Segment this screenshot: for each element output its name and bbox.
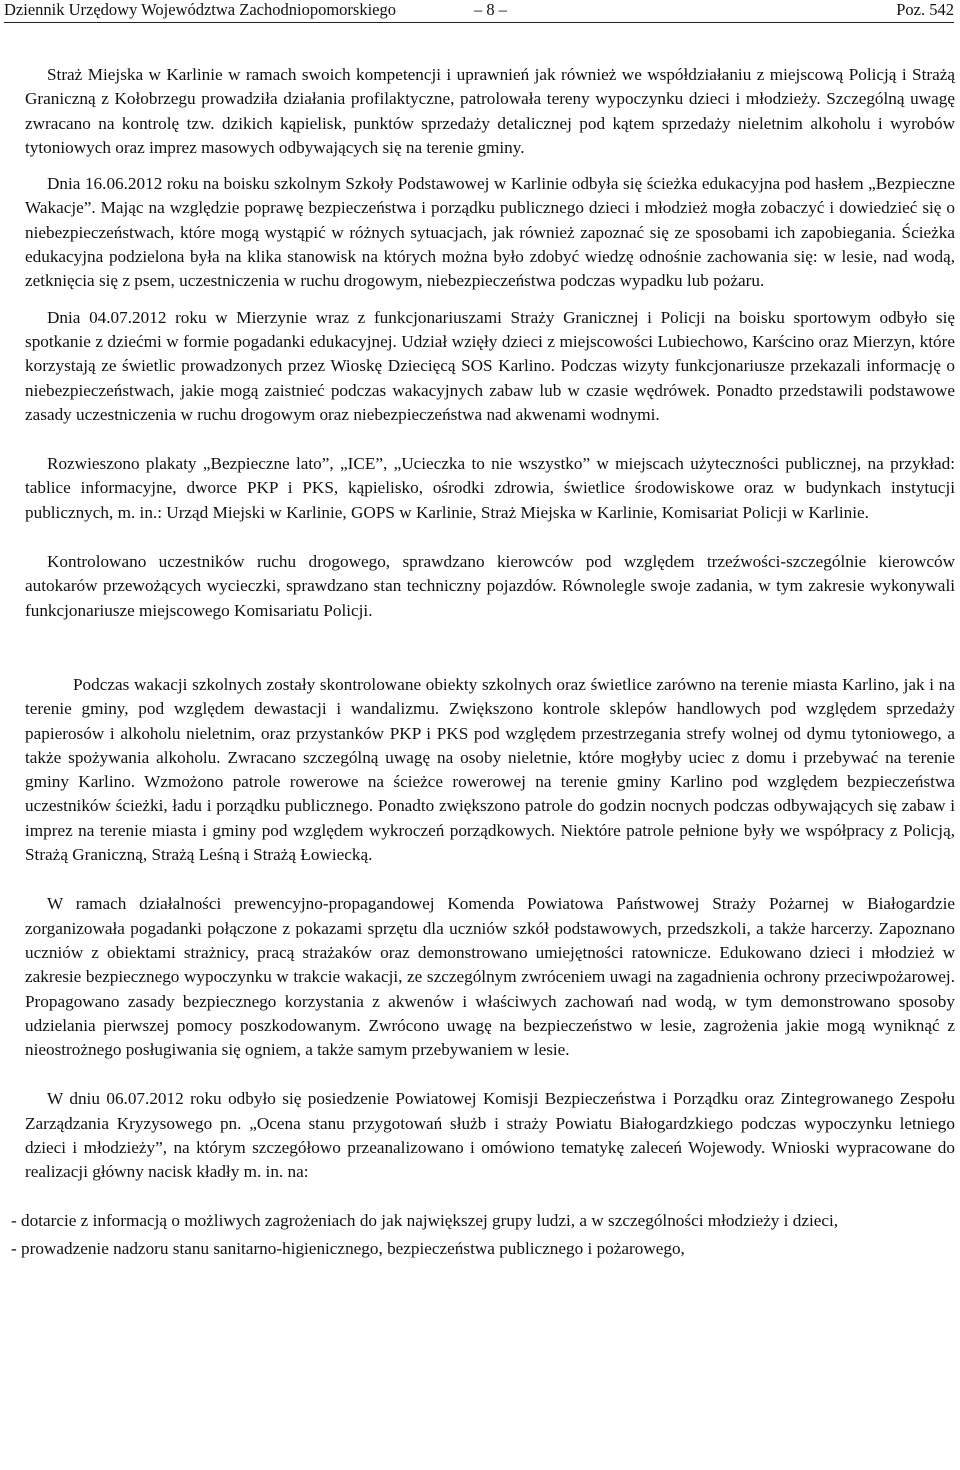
paragraph-plakaty: Rozwieszono plakaty „Bezpieczne lato”, „ICE”, „Ucieczka to nie wszystko” w miejscach użyteczności publicznej, na przykład: tablice informacyjne, dworce PKP i PKS, kąpielisko, ośrodki zdrowia, świetlice środowiskowe oraz w budynkach instytucji publicznych, m. in.: Urząd Miejski w Karlinie, GOPS w Karlinie, Straż Miejska w Karlinie, Komisariat Policji w Karlinie.	[25, 454, 955, 522]
paragraph-kontrole-drogowe: Kontrolowano uczestników ruchu drogowego, sprawdzano kierowców pod względem trzeźwości-szczególnie kierowców autokarów przewożących wycieczki, sprawdzano stan techniczny pojazdów. Równolegle swoje zadania, w tym zakresie wykonywali funkcjonariusze miejscowego Komisariatu Policji.	[25, 552, 955, 620]
document-body	[11, 63, 955, 1261]
paragraph-komisja: W dniu 06.07.2012 roku odbyło się posiedzenie Powiatowej Komisji Bezpieczeństwa i Porządku oraz Zintegrowanego Zespołu Zarządzania Kryzysowego pn. „Ocena stanu przygotowań służb i straży Powiatu Białogardzkiego podczas wypoczynku letniego dzieci i młodzieży”, na którym szczegółowo przeanalizowano i omówiono tematykę zaleceń Wojewody. Wnioski wypracowane do realizacji główny nacisk kładły m. in. na:	[25, 1089, 955, 1182]
paragraph-straz-miejska: Straż Miejska w Karlinie w ramach swoich kompetencji i uprawnień jak również we współdziałaniu z miejscową Policją i Strażą Graniczną z Kołobrzegu prowadziła działania profilaktyczne, patrolowała tereny wypoczynku dzieci i młodzieży. Szczególną uwagę zwracano na kontrolę tzw. dzikich kąpielisk, punktów sprzedaży detalicznej pod kątem sprzedaży nieletnim alkoholu i wyrobów tytoniowych oraz imprez masowych odbywających się na terenie gminy.	[25, 65, 955, 157]
paragraph-straz-pozarna: W ramach działalności prewencyjno-propagandowej Komenda Powiatowa Państwowej Straży Pożarnej w Białogardzie zorganizowała pogadanki połączone z pokazami sprzętu dla uczniów szkół podstawowych, przedszkoli, a także harcerzy. Zapoznano uczniów z obiektami strażnicy, pracą strażaków oraz demonstrowano umiejętności ratownicze. Edukowano dzieci i młodzież w zakresie bezpiecznego wypoczynku w trakcie wakacji, ze szczególnym zwróceniem uwagi na zagadnienia ochrony przeciwpożarowej. Propagowano zasady bezpiecznego korzystania z akwenów i właściwych zachowań nad wodą, w tym demonstrowano sposoby udzielania pierwszej pomocy poszkodowanym. Zwrócono uwagę na bezpieczeństwo w lesie, zagrożenia jakie mogą wyniknąć z nieostrożnego posługiwania się ogniem, a także samym przebywaniem w lesie.	[25, 894, 955, 1060]
conclusions-list	[11, 1209, 955, 1262]
journal-title: Dziennik Urzędowy Województwa Zachodniopomorskiego	[4, 0, 396, 19]
position-number: Poz. 542	[896, 0, 954, 19]
paragraph-16-06: Dnia 16.06.2012 roku na boisku szkolnym Szkoły Podstawowej w Karlinie odbyła się ścieżka edukacyjna pod hasłem „Bezpieczne Wakacje”. Mając na względzie poprawę bezpieczeństwa i porządku publicznego dzieci i młodzież mogła zobaczyć i dowiedzieć się o niebezpieczeństwach, które mogą wystąpić w różnych sytuacjach, jak również zapoznać się ze sposobami ich zapobiegania. Ścieżka edukacyjna podzielona była na klika stanowisk na których można było zdobyć wiedzę odnośnie zachowania się: w lesie, nad wodą, zetknięcia się z psem, uczestniczenia w ruchu drogowym, niebezpieczeństwa podczas wypadku lub pożaru.	[25, 174, 955, 291]
list-item: - prowadzenie nadzoru stanu sanitarno-higienicznego, bezpieczeństwa publicznego i pożarowego,	[11, 1238, 685, 1258]
page-number: – 8 –	[474, 0, 507, 19]
list-item: - dotarcie z informacją o możliwych zagrożeniach do jak największej grupy ludzi, a w szczególności młodzieży i dzieci,	[11, 1210, 839, 1230]
paragraph-wakacje-szkolne: Podczas wakacji szkolnych zostały skontrolowane obiekty szkolnych oraz świetlice zarówno na terenie miasta Karlino, jak i na terenie gminy, pod względem dewastacji i wandalizmu. Zwiększono kontrole sklepów handlowych pod względem sprzedaży papierosów i alkoholu nieletnim, oraz przystanków PKP i PKS pod względem przestrzegania strefy wolnej od dymu tytoniowego, a także spożywania alkoholu. Zwracano szczególną uwagę na osoby nieletnie, które mogłyby uciec z domu i przebywać na terenie gminy Karlino. Wzmożono patrole rowerowe na ścieżce rowerowej na terenie gminy Karlino pod względem bezpieczeństwa uczestników ścieżki, ładu i porządku publicznego. Ponadto zwiększono patrole do godzin nocnych podczas odbywających się zabaw i imprez na terenie miasta i gminy pod względem wykroczeń porządkowych. Niektóre patrole pełnione były we współpracy z Policją, Strażą Graniczną, Strażą Leśną i Strażą Łowiecką.	[25, 674, 955, 865]
paragraph-04-07: Dnia 04.07.2012 roku w Mierzynie wraz z funkcjonariuszami Straży Granicznej i Policji na boisku sportowym odbyło się spotkanie z dziećmi w formie pogadanki edukacyjnej. Udział wzięły dzieci z miejscowości Lubiechowo, Karścino oraz Mierzyn, które korzystają ze świetlic prowadzonych przez Wioskę Dziecięcą SOS Karlino. Podczas wizyty funkcjonariusze przekazali informację o niebezpieczeństwach, jakie mogą zaistnieć podczas wakacyjnych zabaw lub w czasie wędrówek. Ponadto przedstawili podstawowe zasady uczestniczenia w ruchu drogowym oraz niebezpieczeństwa nad akwenami wodnymi.	[25, 307, 955, 424]
page-header	[4, 0, 954, 23]
